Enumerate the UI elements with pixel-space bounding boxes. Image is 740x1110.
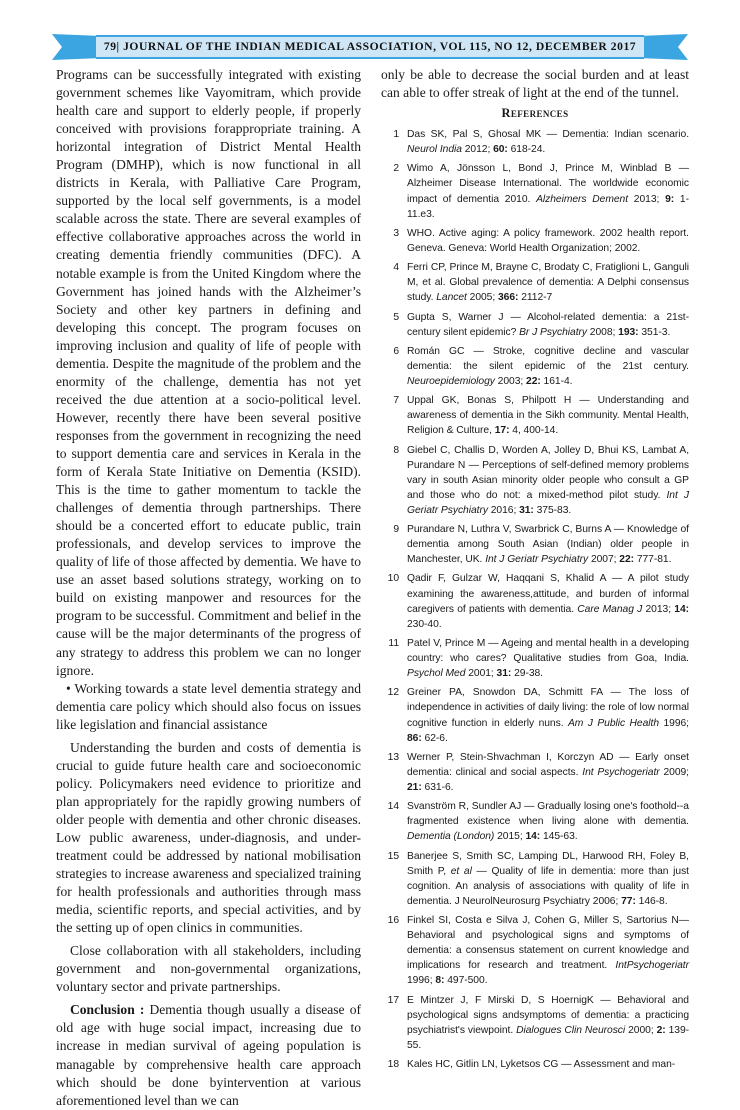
reference-volume: 22:	[526, 375, 541, 387]
reference-year: 1996;	[659, 717, 689, 729]
reference-journal: Alzheimers Dement	[536, 193, 629, 205]
reference-volume: 9:	[665, 193, 675, 205]
reference-year: 2007;	[588, 554, 620, 566]
reference-item	[381, 127, 689, 157]
reference-year: 2000;	[625, 1024, 657, 1036]
reference-volume: 8:	[435, 975, 445, 987]
reference-volume: 14:	[525, 831, 541, 843]
reference-text: Banerjee S, Smith SC, Lamping DL, Harwood RH, Foley B, Smith P,	[407, 850, 689, 877]
reference-pages: 230-40.	[407, 618, 442, 630]
reference-number: 13	[387, 751, 399, 763]
reference-text: Greiner PA, Snowdon DA, Schmitt FA — The loss of independence in activities of daily living: the role of low normal cognitive function in elderly nuns.	[407, 687, 689, 729]
reference-item	[381, 260, 689, 305]
reference-pages: 4, 400-14.	[509, 425, 559, 437]
reference-year: 2013;	[642, 603, 675, 615]
reference-volume: 2:	[656, 1024, 666, 1036]
reference-number: 10	[387, 573, 399, 585]
reference-text: Wimo A, Jönsson L, Bond J, Prince M, Winblad B — Alzheimer Disease International. The worldwide economic impact of dementia 2010.	[407, 163, 689, 205]
conclusion-label: Conclusion :	[70, 1002, 145, 1018]
reference-pages: 618-24.	[507, 144, 546, 156]
reference-volume: 31:	[519, 504, 534, 516]
reference-volume: 31:	[496, 668, 512, 680]
reference-item	[381, 799, 689, 844]
reference-item	[381, 310, 689, 340]
reference-year: 2009;	[659, 766, 689, 778]
reference-number: 6	[393, 345, 399, 357]
reference-text: Qadir F, Gulzar W, Haqqani S, Khalid A — A pilot study examining the awareness,attitude, and burden of informal caregivers of patients with dementia.	[407, 573, 689, 615]
reference-pages: 139-55.	[407, 1024, 690, 1051]
right-column	[381, 66, 689, 1076]
reference-text: Patel V, Prince M — Ageing and mental health in a developing country: who cares? Qualitative studies from Goa, India.	[407, 637, 689, 665]
reference-number: 12	[387, 687, 399, 699]
reference-text: Kales HC, Gitlin LN, Lyketsos CG — Assessment and man-	[407, 1059, 676, 1071]
body-paragraph-2: Understanding the burden and costs of dementia is crucial to guide future health care and socioeconomic policy. Policymakers need evidence to prioritize and plan appropriately for the rapidly growing numbers of older people with dementia and other chronic diseases. Low public awareness, under-diagnosis, and under-treatment could be addressed by national mobilisation strategies to increase awareness and specialized training for health professionals and authorities through mass media, scientific reports, and special activities, and by the setting up of open clinics in communities.	[56, 739, 361, 936]
bullet-item: • Working towards a state level dementia strategy and dementia care policy which should also focus on issues like legislation and financial assistance	[56, 680, 361, 732]
reference-number: 7	[393, 395, 399, 407]
reference-journal: Neuroepidemiology	[407, 375, 495, 387]
reference-journal: Dementia (London)	[407, 831, 495, 843]
reference-pages: 146-8.	[635, 895, 668, 907]
reference-volume: 86:	[407, 732, 422, 744]
reference-item	[381, 849, 689, 909]
reference-pages: 1-11.e3.	[407, 193, 689, 220]
conclusion-paragraph	[56, 1001, 361, 1109]
reference-text: Werner P, Stein-Shvachman I, Korczyn AD — Early onset dementia: clinical and social aspects.	[407, 751, 689, 778]
reference-journal: Int J Geriatr Psychiatry	[485, 554, 589, 566]
reference-pages: 375-83.	[533, 504, 572, 516]
reference-volume: 22:	[619, 554, 635, 566]
reference-volume: 21:	[407, 781, 422, 793]
reference-pages: 29-38.	[511, 668, 543, 680]
reference-volume: 17:	[494, 425, 510, 437]
reference-item	[381, 161, 689, 221]
reference-number: 14	[387, 801, 399, 813]
reference-year: 2008;	[587, 326, 619, 338]
reference-journal: Lancet	[436, 292, 467, 304]
left-column	[56, 66, 361, 1110]
reference-year: 2012;	[461, 144, 494, 156]
reference-year: 2005;	[466, 292, 498, 304]
reference-year: 2015;	[494, 831, 526, 843]
reference-text: Uppal GK, Bonas S, Philpott H — Understanding and awareness of dementia in the Sikh community. Mental Health, Religion & Culture,	[407, 395, 689, 437]
reference-item	[381, 522, 689, 567]
reference-text: Ferri CP, Prince M, Brayne C, Brodaty C, Fratiglioni L, Ganguli M, et al. Global prevalence of dementia: A Delphi consensus study.	[407, 262, 689, 304]
reference-text: Das SK, Pal S, Ghosal MK — Dementia: Indian scenario.	[407, 129, 689, 141]
reference-number: 9	[393, 524, 399, 536]
reference-pages: 351-3.	[638, 326, 671, 338]
reference-year: 2013;	[628, 193, 666, 205]
references-list	[381, 127, 689, 1072]
conclusion-text: Dementia though usually a disease of old age with huge social impact, increasing due to increase in median survival of ageing population is managable by comprehensive health care approach which should be done byintervention at various aforementioned level than we can	[56, 1002, 361, 1108]
reference-number: 15	[387, 850, 399, 862]
reference-volume: 193:	[618, 326, 639, 338]
reference-journal: et al	[450, 865, 472, 877]
reference-text: Gupta S, Warner J — Alcohol-related dementia: a 21st-century silent epidemic?	[407, 311, 689, 338]
reference-pages: 497-500.	[444, 975, 488, 987]
reference-pages: 777-81.	[634, 554, 672, 566]
reference-year: 2001;	[465, 668, 497, 680]
reference-text: Purandare N, Luthra V, Swarbrick C, Burns A — Knowledge of dementia among South Asian (Indian) older people in Manchester, UK.	[407, 524, 689, 566]
reference-journal: Am J Public Health	[567, 717, 660, 729]
reference-text: Giebel C, Challis D, Worden A, Jolley D, Bhui KS, Lambat A, Purandare N — Perceptions of self-defined memory problems vary in south Asian minority older people who consult a GP and those who do not: a mixed-method pilot study.	[407, 444, 689, 501]
reference-item	[381, 750, 689, 795]
reference-journal: Int Psychogeriatr	[582, 766, 660, 778]
journal-header-banner	[52, 34, 688, 60]
body-paragraph-1: Programs can be successfully integrated with existing government schemes like Vayomitram, which provide health care and support to elderly people, if properly conceived with provisions forappropriate training. A horizontal integration of District Mental Health Program (DMHP), which is now functional in all districts in Kerala, with Palliative Care Program, supported by the local self governments, is a model scalable across the state. There are several examples of effective collaborative approaches across the world in creating dementia friendly communities (DFC). A notable example is from the United Kingdom where the Government has joined hands with the Alzheimer’s Society and other key partners in defining and developing this concept. The program focuses on improving inclusion and quality of life of people with dementia. Despite the magnitude of the problem and the enormity of the challenge, dementia has not yet received the due attention at a socio-political level. However, recently there have been several positive responses from the government in recognizing the need to support dementia care and services in Kerala in the form of Kerala State Initiative on Dementia (KSID). This is the time to gather momentum to tackle the challenges of dementia through partnerships. There should be a concerted effort to educate public, train professionals, and develop services to improve the quality of life of those affected by dementia. We have to use an asset based solutions strategy, working on to build on existing manpower and resources for the program to be successful. Commitment and belief in the cause will be the major determinants of the progress of any strategy to address this problem we can no longer ignore.	[56, 67, 361, 678]
reference-year: 1996;	[407, 975, 436, 987]
reference-text: WHO. Active aging: A policy framework. 2002 health report. Geneva. Geneva: World Health Organization; 2002.	[407, 227, 689, 254]
reference-number: 11	[388, 637, 399, 649]
reference-pages: 2112-7	[518, 292, 553, 304]
reference-volume: 77:	[621, 895, 636, 907]
reference-item	[381, 685, 689, 745]
reference-item	[381, 344, 689, 389]
reference-volume: 60:	[493, 144, 508, 156]
references-heading: References	[501, 106, 569, 121]
reference-text: E Mintzer J, F Mirski D, S HoernigK — Behavioral and psychological signs andsymptoms of dementia: a practicing psychiatrist's viewpoint.	[407, 994, 689, 1036]
reference-pages: 631-6.	[421, 781, 454, 793]
reference-journal: Neurol India	[407, 144, 462, 156]
reference-pages: 145-63.	[540, 831, 578, 843]
reference-item	[381, 993, 689, 1053]
reference-number: 16	[387, 915, 399, 926]
reference-item	[381, 226, 689, 256]
reference-journal: Psychol Med	[407, 668, 466, 680]
reference-journal: Care Manag J	[577, 603, 643, 615]
reference-number: 8	[393, 444, 399, 456]
reference-number: 1	[393, 129, 399, 141]
reference-year: — Quality of life in dementia: more than just cognition. An analysis of associations with quality of life in dementia. J NeurolNeurosurg Psychiatry 2006;	[407, 865, 689, 907]
reference-journal: Br J Psychiatry	[519, 326, 587, 338]
reference-volume: 14:	[674, 603, 689, 615]
reference-item	[381, 393, 689, 438]
reference-pages: 62-6.	[421, 732, 448, 744]
continued-paragraph: only be able to decrease the social burden and at least can able to offer streak of light at the end of the tunnel.	[381, 67, 689, 101]
reference-year: 2016;	[487, 504, 520, 516]
reference-number: 2	[393, 163, 399, 175]
reference-year: 2003;	[494, 375, 527, 387]
reference-pages: 161-4.	[540, 375, 573, 387]
reference-volume: 366:	[497, 292, 519, 304]
body-paragraph-3: Close collaboration with all stakeholders, including government and non-governmental organizations, voluntary sector and private partnerships.	[56, 943, 361, 995]
reference-item	[381, 636, 689, 681]
reference-text: Finkel SI, Costa e Silva J, Cohen G, Miller S, Sartorius N— Behavioral and psychological signs and symptoms of dementia: a consensus statement on current knowledge and implications for research and treatment.	[407, 915, 689, 972]
reference-item	[381, 913, 689, 988]
reference-item	[381, 443, 689, 518]
reference-number: 4	[393, 262, 399, 274]
reference-item	[381, 571, 689, 631]
reference-number: 3	[393, 227, 399, 239]
reference-journal: Dialogues Clin Neurosci	[516, 1024, 626, 1036]
reference-number: 17	[387, 994, 399, 1006]
reference-text: Svanström R, Sundler AJ — Gradually losing one's foothold--a fragmented existence when living alone with dementia.	[407, 801, 689, 828]
journal-header-text: 79| JOURNAL OF THE INDIAN MEDICAL ASSOCIATION, VOL 115, NO 12, DECEMBER 2017	[103, 40, 637, 53]
reference-text: Román GC — Stroke, cognitive decline and vascular dementia: the silent epidemic of the 21st century.	[407, 345, 689, 372]
reference-journal: Int J Geriatr Psychiatry	[407, 489, 689, 516]
reference-journal: IntPsychogeriatr	[615, 960, 689, 972]
reference-item	[381, 1057, 689, 1072]
reference-number: 18	[387, 1059, 399, 1071]
reference-number: 5	[393, 311, 399, 323]
